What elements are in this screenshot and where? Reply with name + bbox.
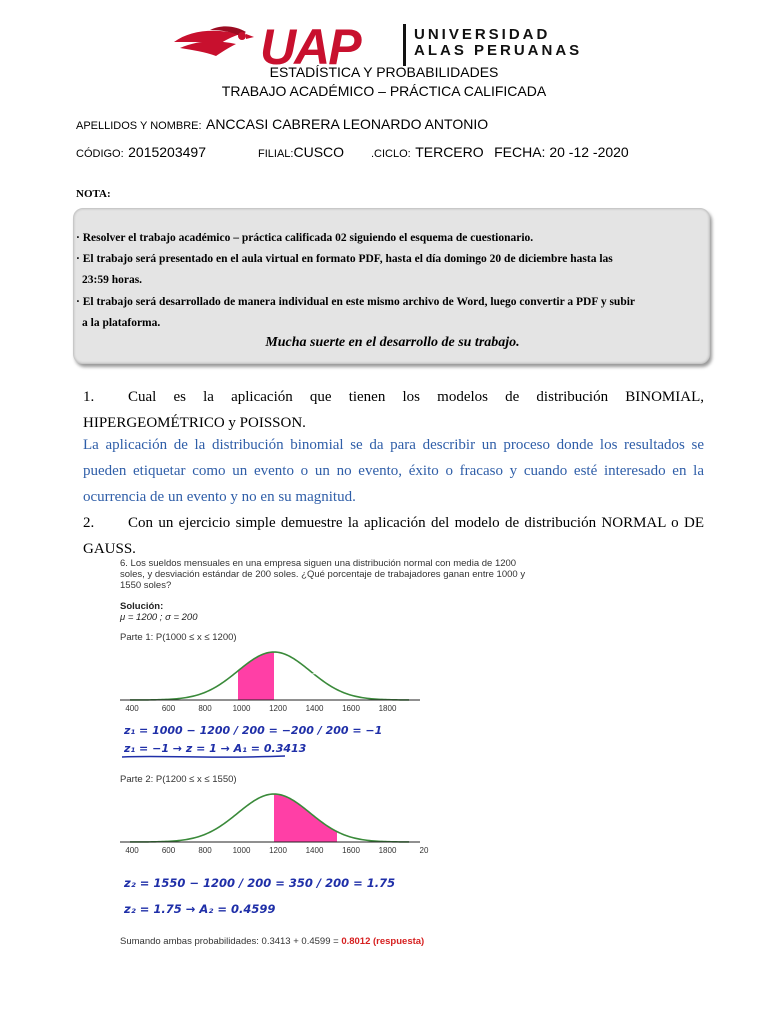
date-value: FECHA: 20 -12 -2020	[494, 144, 629, 160]
student-name-row	[76, 116, 488, 134]
instruction-item: 23:59 horas.	[82, 274, 143, 286]
solution-label: Solución:	[120, 601, 164, 612]
question-text: Con un ejercicio simple demuestre la aplicación del modelo de distribución NORMAL o DE GAUSS.	[83, 515, 704, 557]
normal-distribution-exercise	[120, 556, 560, 952]
part1-work-line1: z₁ = 1000 − 1200 / 200 = −200 / 200 = −1	[124, 724, 383, 737]
svg-text:UAP: UAP	[260, 19, 360, 75]
question-number: 1.	[83, 389, 95, 405]
final-answer: 0.8012 (respuesta)	[341, 936, 425, 947]
x-tick-label: 1200	[269, 846, 287, 855]
question-2	[83, 510, 704, 562]
x-tick-label: 800	[198, 704, 212, 713]
filial-label: FILIAL:	[258, 148, 294, 160]
question-number: 2.	[83, 515, 95, 531]
x-tick-label: 400	[125, 846, 139, 855]
x-tick-label: 1800	[378, 704, 397, 713]
name-label: APELLIDOS Y NOMBRE:	[76, 120, 202, 132]
ciclo-value: TERCERO	[415, 144, 484, 160]
condor-emblem-icon	[170, 19, 410, 75]
exercise-statement-line3: 1550 soles?	[120, 580, 172, 591]
code-label: CÓDIGO:	[76, 148, 124, 160]
x-tick-label: 800	[198, 846, 212, 855]
exercise-statement-line2: soles, y desviación estándar de 200 soles. ¿Qué porcentaje de trabajadores ganan entre 1000 y	[120, 569, 526, 580]
x-tick-label: 1400	[305, 846, 324, 855]
university-name-line2: ALAS PERUANAS	[414, 42, 583, 59]
instruction-item: a la plataforma.	[82, 317, 161, 329]
part1-work-line2: z₁ = −1 → z = 1 → A₁ = 0.3413	[124, 742, 307, 755]
shaded-area	[274, 794, 337, 842]
question-1	[83, 384, 704, 436]
part1-normal-curve	[120, 642, 420, 714]
student-code: 2015203497	[128, 144, 206, 160]
part2-work-line1: z₂ = 1550 − 1200 / 200 = 350 / 200 = 1.75	[124, 876, 396, 890]
assignment-title: TRABAJO ACADÉMICO – PRÁCTICA CALIFICADA	[221, 83, 547, 99]
instruction-item: · El trabajo será presentado en el aula virtual en formato PDF, hasta el día domingo 20 de diciembre hasta las	[76, 253, 613, 265]
answer-1: La aplicación de la distribución binomial se da para describir un proceso donde los resultados se pueden etiquetar como un evento o un no evento, éxito o fracaso y cuando esté interesado en la ocurrencia de un evento y no en su magnitud.	[83, 437, 704, 505]
x-tick-label: 600	[161, 846, 176, 855]
ciclo-field	[371, 144, 629, 162]
question-text: Cual es la aplicación que tienen los modelos de distribución BINOMIAL, HIPERGEOMÉTRICO y POISSON.	[83, 389, 704, 431]
sum-line	[120, 936, 424, 947]
x-tick-label: 1600	[342, 704, 360, 713]
x-tick-label: 1000	[232, 846, 251, 855]
instruction-item: · Resolver el trabajo académico – práctica calificada 02 siguiendo el esquema de cuestionario.	[76, 232, 534, 244]
nota-label: NOTA:	[76, 188, 111, 200]
x-tick-label: 1200	[269, 704, 287, 713]
x-tick-label: 400	[125, 704, 139, 713]
instruction-item: · El trabajo será desarrollado de manera individual en este mismo archivo de Word, luego convertir a PDF y subir	[76, 296, 636, 308]
part1-underline	[120, 754, 290, 760]
part2-area-label: Área = 0.4599	[336, 812, 400, 823]
course-title: ESTADÍSTICA Y PROBABILIDADES	[269, 64, 499, 80]
part2-label: Parte 2: P(1200 ≤ x ≤ 1550)	[120, 774, 237, 785]
ciclo-label: .CICLO:	[371, 148, 411, 160]
part2-work-line2: z₂ = 1.75 → A₂ = 0.4599	[124, 902, 276, 916]
part1-label: Parte 1: P(1000 ≤ x ≤ 1200)	[120, 632, 237, 643]
x-tick-label: 1800	[378, 846, 397, 855]
x-tick-label: 1400	[305, 704, 324, 713]
shaded-area	[238, 652, 274, 700]
good-luck-message: Mucha suerte en el desarrollo de su trabajo.	[265, 335, 520, 350]
instructions-box	[73, 208, 710, 364]
parameters: μ = 1200 ; σ = 200	[120, 612, 198, 623]
exercise-statement-line1: 6. Los sueldos mensuales en una empresa siguen una distribución normal con media de 1200	[120, 558, 517, 569]
sum-text: Sumando ambas probabilidades: 0.3413 + 0.4599 =	[120, 936, 342, 947]
part1-area-label: Área = 0.3413	[288, 668, 352, 679]
university-name-line1: UNIVERSIDAD	[414, 26, 551, 43]
x-tick-label: 600	[161, 704, 176, 713]
x-tick-label: 1000	[232, 704, 251, 713]
x-tick-label: 20	[419, 846, 429, 855]
filial-value: CUSCO	[293, 144, 345, 160]
university-name	[414, 27, 582, 59]
student-name: ANCCASI CABRERA LEONARDO ANTONIO	[205, 116, 489, 132]
code-field	[76, 144, 206, 162]
x-tick-label: 1600	[342, 846, 360, 855]
filial-field	[258, 144, 344, 162]
